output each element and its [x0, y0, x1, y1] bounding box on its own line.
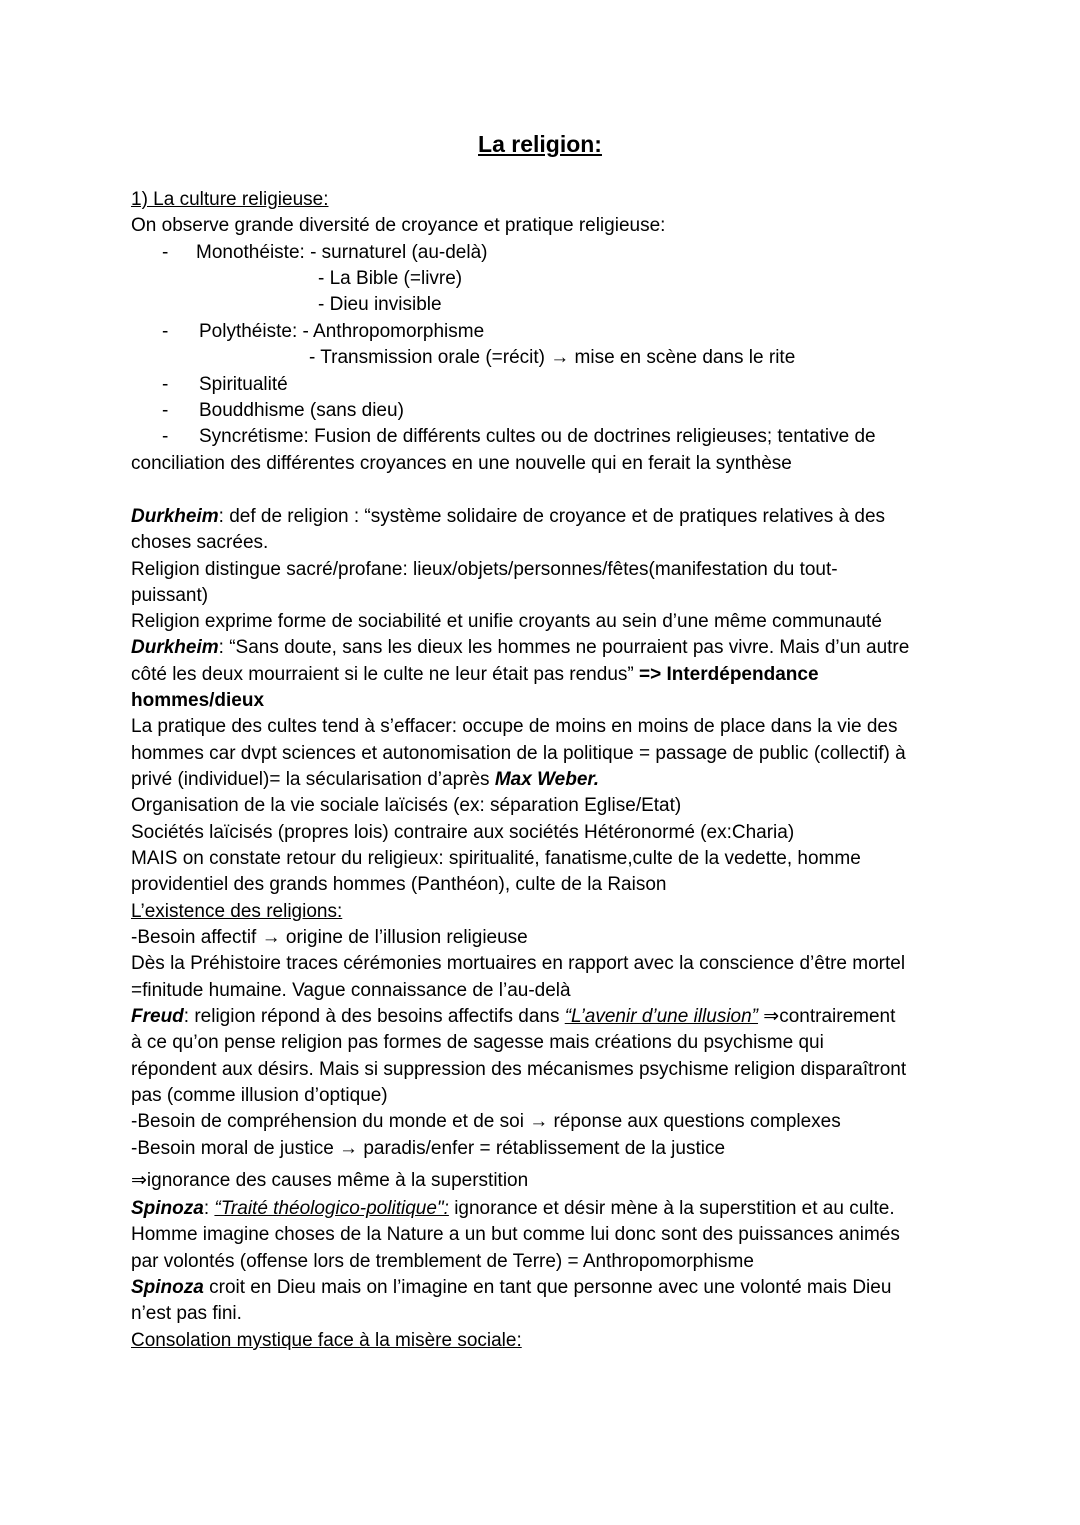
bullet-dash: -	[162, 242, 169, 263]
bullet-dash: -	[162, 321, 169, 342]
paragraph-line: côté les deux mourraient si le culte ne leur était pas rendus” => Interdépendance	[131, 664, 819, 685]
section-heading: 1) La culture religieuse:	[131, 189, 329, 210]
bullet-dash: -	[162, 426, 169, 447]
author-name: Durkheim	[131, 637, 219, 658]
paragraph-line: conciliation des différentes croyances en une nouvelle qui en ferait la synthèse	[131, 453, 792, 474]
author-name: Max Weber.	[494, 769, 600, 790]
paragraph-line: -Besoin moral de justice → paradis/enfer = rétablissement de la justice	[131, 1138, 726, 1159]
paragraph-line: ⇒ignorance des causes même à la superstition	[131, 1170, 529, 1191]
paragraph-line: Durkheim: “Sans doute, sans les dieux les hommes ne pourraient pas vivre. Mais d’un autre	[131, 637, 910, 658]
book-title: “Traité théologico-politique":	[214, 1198, 449, 1219]
emphasis-line: hommes/dieux	[131, 690, 265, 711]
paragraph-line: par volontés (offense lors de tremblement de Terre) = Anthropomorphisme	[131, 1251, 754, 1272]
paragraph-line: pas (comme illusion d’optique)	[131, 1085, 388, 1106]
paragraph-line: Spinoza: “Traité théologico-politique": ignorance et désir mène à la superstition et au culte.	[131, 1198, 895, 1219]
sub-bullet: - Transmission orale (=récit) → mise en scène dans le rite	[309, 347, 796, 368]
paragraph-line: Religion distingue sacré/profane: lieux/objets/personnes/fêtes(manifestation du tout-	[131, 559, 838, 580]
author-name: Durkheim	[131, 506, 219, 527]
intro-text: On observe grande diversité de croyance et pratique religieuse:	[131, 215, 666, 236]
paragraph-line: Organisation de la vie sociale laïcisés (ex: séparation Eglise/Etat)	[131, 795, 682, 816]
bullet-spiritualite: Spiritualité	[199, 374, 288, 395]
paragraph-line: privé (individuel)= la sécularisation d’après Max Weber.	[131, 769, 600, 790]
paragraph-line: La pratique des cultes tend à s’effacer: occupe de moins en moins de place dans la vie des	[131, 716, 898, 737]
paragraph-line: Sociétés laïcisés (propres lois) contraire aux sociétés Hétéronormé (ex:Charia)	[131, 822, 795, 843]
paragraph-line: n’est pas fini.	[131, 1303, 242, 1324]
paragraph-line: Homme imagine choses de la Nature a un but comme lui donc sont des puissances animés	[131, 1224, 900, 1245]
bullet-syncretisme: Syncrétisme: Fusion de différents cultes ou de doctrines religieuses; tentative de	[199, 426, 876, 447]
paragraph-line: puissant)	[131, 585, 209, 606]
paragraph-line: -Besoin de compréhension du monde et de soi → réponse aux questions complexes	[131, 1111, 841, 1132]
paragraph-line: répondent aux désirs. Mais si suppression des mécanismes psychisme religion disparaîtront	[131, 1059, 907, 1080]
subsection-heading: Consolation mystique face à la misère sociale:	[131, 1330, 522, 1351]
bullet-dash: -	[162, 374, 169, 395]
emphasis: => Interdépendance	[639, 664, 819, 685]
paragraph-line: choses sacrées.	[131, 532, 269, 553]
bullet-dash: -	[162, 400, 169, 421]
paragraph-line: hommes car dvpt sciences et autonomisation de la politique = passage de public (collectif) à	[131, 743, 906, 764]
paragraph-line: Spinoza croit en Dieu mais on l’imagine en tant que personne avec une volonté mais Dieu	[131, 1277, 892, 1298]
paragraph-line: MAIS on constate retour du religieux: spiritualité, fanatisme,culte de la vedette, homme	[131, 848, 861, 869]
paragraph-line: Religion exprime forme de sociabilité et unifie croyants au sein d’une même communauté	[131, 611, 882, 632]
paragraph-line: -Besoin affectif → origine de l’illusion religieuse	[131, 927, 528, 948]
paragraph-line: Freud: religion répond à des besoins affectifs dans “L’avenir d’une illusion” ⇒contrairement	[131, 1006, 896, 1027]
author-name: Spinoza	[131, 1277, 204, 1298]
paragraph-line: Durkheim: def de religion : “système solidaire de croyance et de pratiques relatives à des	[131, 506, 886, 527]
bullet-polytheiste: Polythéiste: - Anthropomorphisme	[199, 321, 485, 342]
page-title: La religion:	[478, 131, 602, 157]
sub-bullet: - La Bible (=livre)	[318, 268, 463, 289]
author-name: Freud	[131, 1006, 184, 1027]
book-title: “L’avenir d’une illusion”	[564, 1006, 759, 1027]
bullet-bouddhisme: Bouddhisme (sans dieu)	[199, 400, 404, 421]
paragraph-line: Dès la Préhistoire traces cérémonies mortuaires en rapport avec la conscience d’être mortel	[131, 953, 906, 974]
paragraph-line: =finitude humaine. Vague connaissance de l’au-delà	[131, 980, 571, 1001]
sub-bullet: - Dieu invisible	[318, 294, 442, 315]
bullet-monotheiste: Monothéiste: - surnaturel (au-delà)	[196, 242, 488, 263]
subsection-heading: L’existence des religions:	[131, 901, 343, 922]
author-name: Spinoza	[131, 1198, 204, 1219]
paragraph-line: providentiel des grands hommes (Panthéon), culte de la Raison	[131, 874, 667, 895]
paragraph-line: à ce qu’on pense religion pas formes de sagesse mais créations du psychisme qui	[131, 1032, 824, 1053]
